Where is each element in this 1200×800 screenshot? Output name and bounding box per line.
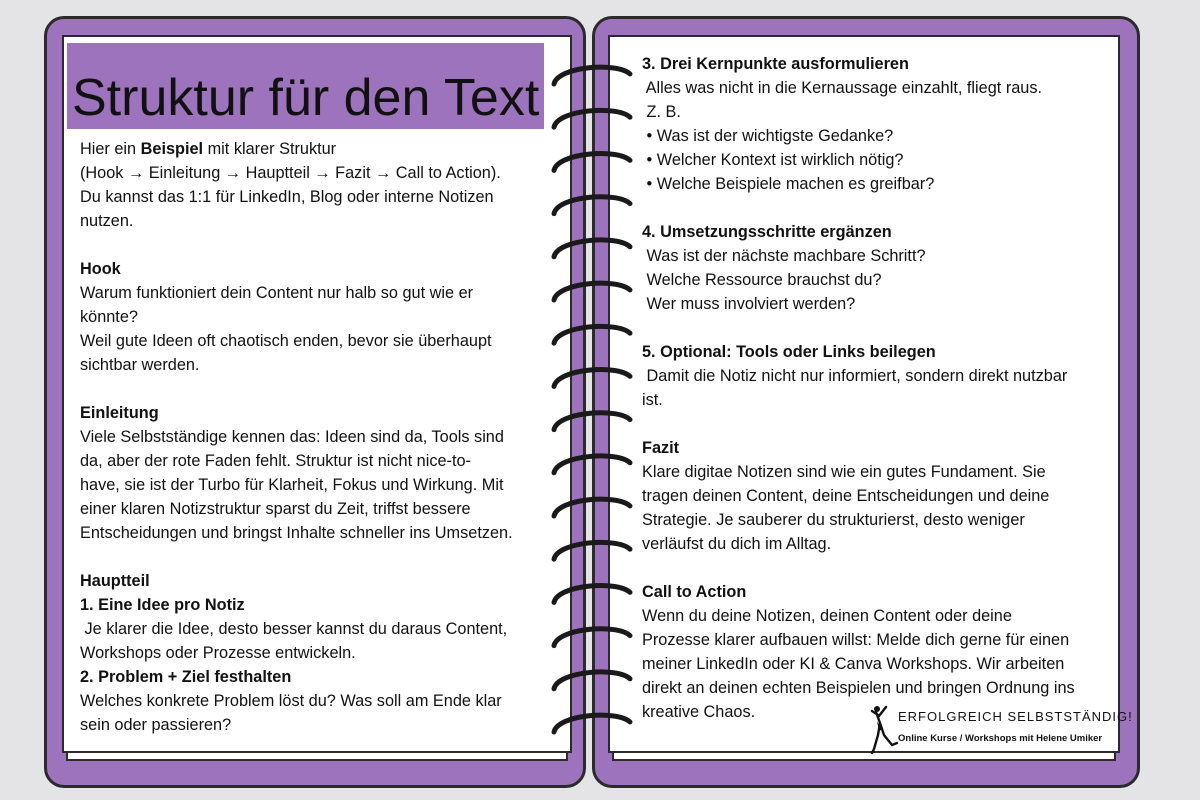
point3-text: Alles was nicht in die Kernaussage einzahlt, fliegt raus. — [642, 79, 1043, 97]
brand-logo — [870, 705, 1133, 753]
bullet-item: • Welche Beispiele machen es greifbar? — [642, 175, 935, 193]
spiral-ring — [554, 110, 630, 127]
einleitung-text: have, sie ist der Turbo für Klarheit, Fokus und Wirkung. Mit — [80, 476, 504, 494]
dancer-silhouette-icon — [870, 705, 898, 755]
bullet-item: • Was ist der wichtigste Gedanke? — [642, 127, 894, 145]
intro-line: Du kannst das 1:1 für LinkedIn, Blog oder interne Notizen — [80, 188, 494, 206]
fazit-text: verläufst du dich im Alltag. — [642, 535, 832, 553]
right-column-text — [642, 52, 1112, 724]
point2-text: sein oder passieren? — [80, 716, 232, 734]
spiral-ring — [554, 197, 630, 214]
cta-heading: Call to Action — [642, 583, 747, 601]
fazit-text: tragen deinen Content, deine Entscheidungen und deine — [642, 487, 1050, 505]
hook-text: Warum funktioniert dein Content nur halb so gut wie er — [80, 284, 474, 302]
point3-text: Z. B. — [642, 103, 681, 121]
spiral-ring — [554, 154, 630, 171]
point2-heading: 2. Problem + Ziel festhalten — [80, 668, 292, 686]
spiral-ring — [554, 456, 630, 473]
fazit-text: Klare digitae Notizen sind wie ein gutes Fundament. Sie — [642, 463, 1046, 481]
spiral-ring — [554, 629, 630, 646]
cta-text: direkt an deinen echten Beispielen und bringen Ordnung ins — [642, 679, 1075, 697]
spiral-ring — [554, 240, 630, 257]
hook-text: Weil gute Ideen oft chaotisch enden, bevor sie überhaupt — [80, 332, 492, 350]
einleitung-text: einer klaren Notizstruktur sparst du Zeit, triffst bessere — [80, 500, 471, 518]
brand-name: ERFOLGREICH SELBSTSTÄNDIG! — [898, 709, 1133, 724]
point4-heading: 4. Umsetzungsschritte ergänzen — [642, 223, 892, 241]
point1-text: Je klarer die Idee, desto besser kannst du daraus Content, — [80, 620, 508, 638]
hook-text: könnte? — [80, 308, 138, 326]
fazit-text: Strategie. Je sauberer du strukturierst, desto weniger — [642, 511, 1025, 529]
intro-line: nutzen. — [80, 212, 134, 230]
spiral-ring — [554, 326, 630, 343]
spiral-ring — [554, 542, 630, 559]
page-title: Struktur für den Text — [72, 69, 540, 127]
spiral-ring — [554, 67, 630, 84]
spiral-ring — [554, 413, 630, 430]
spiral-ring — [554, 715, 630, 732]
point1-heading: 1. Eine Idee pro Notiz — [80, 596, 245, 614]
einleitung-text: Viele Selbstständige kennen das: Ideen sind da, Tools sind — [80, 428, 504, 446]
point2-text: Welches konkrete Problem löst du? Was soll am Ende klar — [80, 692, 502, 710]
cta-text: kreative Chaos. — [642, 703, 756, 721]
point5-text: ist. — [642, 391, 663, 409]
cta-text: Wenn du deine Notizen, deinen Content oder deine — [642, 607, 1012, 625]
point4-text: Welche Ressource brauchst du? — [642, 271, 882, 289]
einleitung-text: Entscheidungen und bringst Inhalte schneller ins Umsetzen. — [80, 524, 513, 542]
cta-text: Prozesse klarer aufbauen willst: Melde dich gerne für einen — [642, 631, 1070, 649]
einleitung-heading: Einleitung — [80, 404, 159, 422]
point4-text: Was ist der nächste machbare Schritt? — [642, 247, 926, 265]
intro-line — [80, 137, 540, 161]
hook-text: sichtbar werden. — [80, 356, 200, 374]
point5-heading: 5. Optional: Tools oder Links beilegen — [642, 343, 936, 361]
point3-heading: 3. Drei Kernpunkte ausformulieren — [642, 55, 909, 73]
point5-text: Damit die Notiz nicht nur informiert, sondern direkt nutzbar — [642, 367, 1068, 385]
right-page-edge — [612, 753, 1116, 761]
hauptteil-heading: Hauptteil — [80, 572, 150, 590]
fazit-heading: Fazit — [642, 439, 680, 457]
cta-text: meiner LinkedIn oder KI & Canva Workshops. Wir arbeiten — [642, 655, 1065, 673]
spiral-ring — [554, 283, 630, 300]
brand-subtitle: Online Kurse / Workshops mit Helene Umiker — [898, 733, 1103, 744]
spiral-ring — [554, 672, 630, 689]
point4-text: Wer muss involviert werden? — [642, 295, 856, 313]
spiral-ring — [554, 586, 630, 603]
point1-text: Workshops oder Prozesse entwickeln. — [80, 644, 356, 662]
left-column-text — [80, 137, 540, 737]
spiral-ring — [554, 370, 630, 387]
bullet-item: • Welcher Kontext ist wirklich nötig? — [642, 151, 904, 169]
intro-prefix: Hier ein — [80, 140, 141, 158]
left-page-edge — [66, 753, 568, 761]
intro-line: (Hook → Einleitung → Hauptteil → Fazit → Call to Action). — [80, 164, 501, 182]
hook-heading: Hook — [80, 260, 121, 278]
spiral-ring — [554, 499, 630, 516]
spiral-binding — [548, 50, 648, 750]
intro-bold: Beispiel — [140, 140, 204, 158]
intro-suffix: mit klarer Struktur — [203, 140, 337, 158]
einleitung-text: da, aber der rote Faden fehlt. Struktur ist nicht nice-to- — [80, 452, 471, 470]
